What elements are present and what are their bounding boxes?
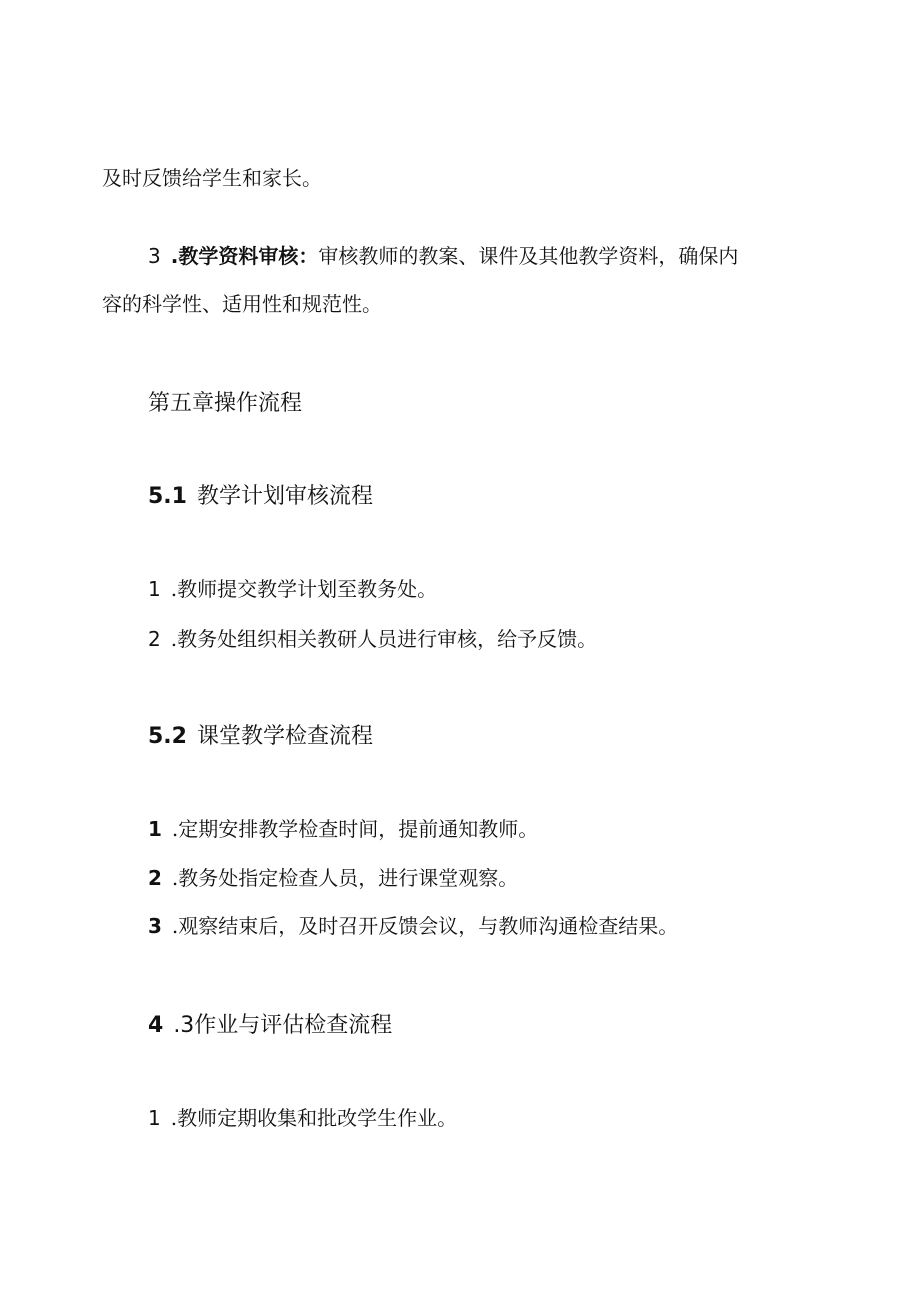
item-text: .教务处指定检查人员，进行课堂观察。 [171,866,519,890]
item-number: 1 [148,577,161,601]
list-item [148,916,678,936]
item-text: .定期安排教学检查时间，提前通知教师。 [171,817,539,841]
section-heading-5-1 [148,486,373,508]
list-item [148,868,518,888]
section-title: .3作业与评估检查流程 [173,1013,393,1038]
section-number: 5.2 [148,724,187,749]
item-text: .教师提交教学计划至教务处。 [170,577,438,601]
list-item [148,629,597,649]
list-item [148,819,538,839]
paragraph-line: 及时反馈给学生和家长。 [102,166,322,190]
section-number: 4 [148,1013,164,1038]
chapter-title: 第五章操作流程 [148,391,303,416]
item-number: 2 [148,627,161,651]
item-text: 审核教师的教案、课件及其他教学资料，确保内 [318,244,739,268]
item-number: 1 [148,1106,161,1130]
item-label: .教学资料审核： [170,244,319,268]
section-heading-5-2 [148,726,373,748]
item-number: 1 [148,817,162,841]
item-number: 3 [148,914,162,938]
paragraph-line: 容的科学性、适用性和规范性。 [102,292,382,316]
section-number: 5.1 [148,484,187,509]
section-title: 教学计划审核流程 [196,484,373,509]
item-number: 2 [148,866,162,890]
item-text: .观察结束后，及时召开反馈会议，与教师沟通检查结果。 [171,914,679,938]
item-text: .教师定期收集和批改学生作业。 [170,1106,458,1130]
list-item [148,579,437,599]
section-title: 课堂教学检查流程 [196,724,373,749]
paragraph-material-review [148,246,738,266]
section-heading-4-3 [148,1015,392,1037]
list-item [148,1108,457,1128]
item-number: 3 [148,244,161,268]
item-text: .教务处组织相关教研人员进行审核，给予反馈。 [170,627,598,651]
